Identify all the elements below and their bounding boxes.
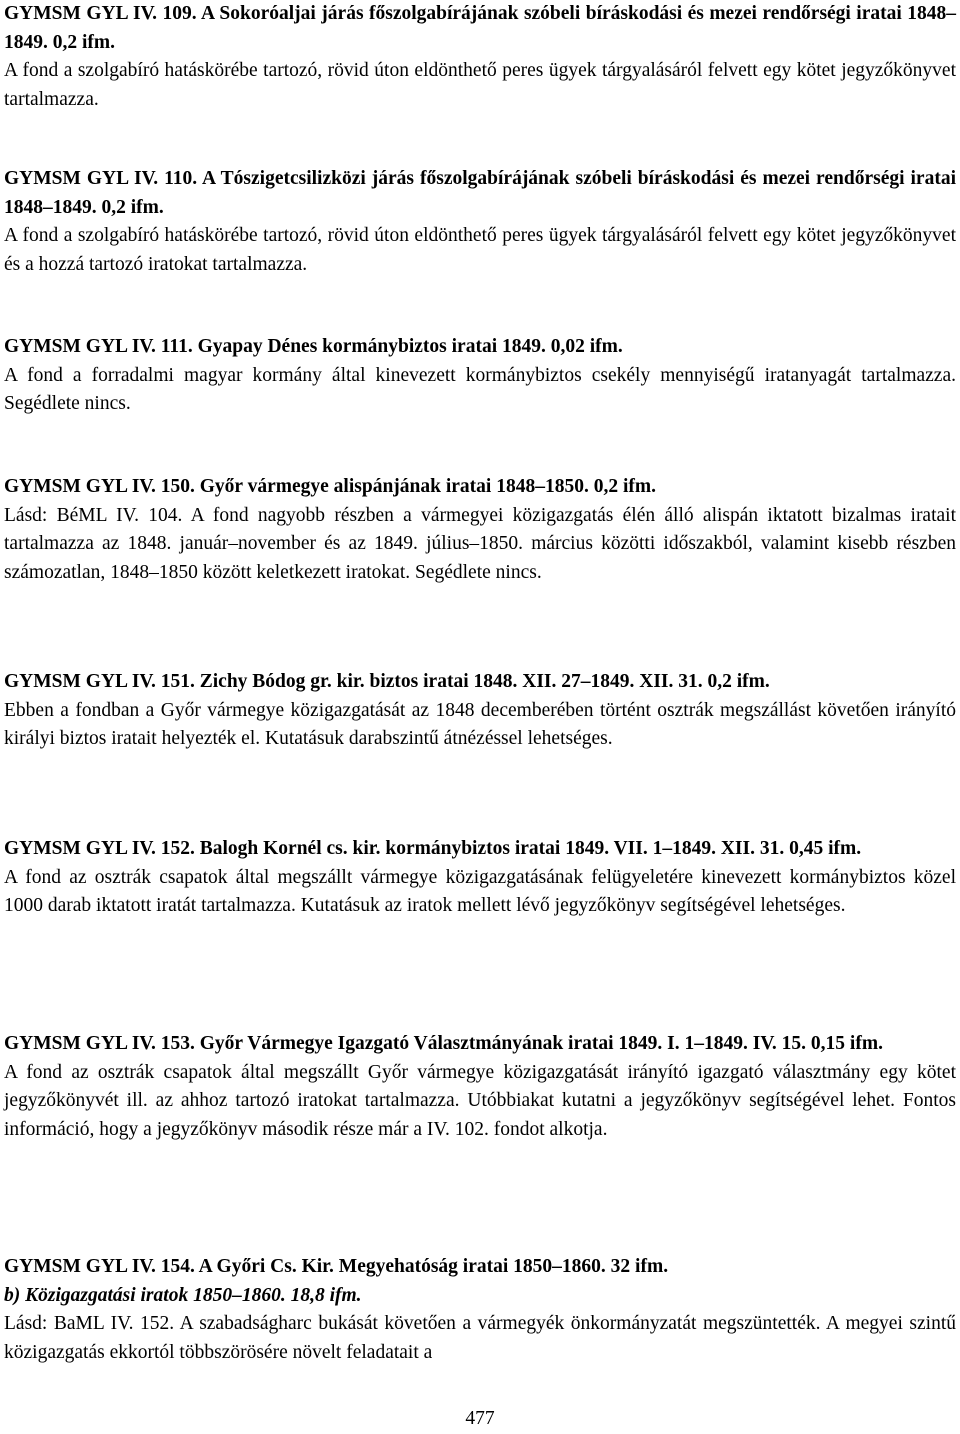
fond-entry-153 xyxy=(4,1030,956,1144)
fond-entry-111 xyxy=(4,333,956,419)
fond-heading: GYMSM GYL IV. 151. Zichy Bódog gr. kir. biztos iratai 1848. XII. 27–1849. XII. 31. 0,2 ifm. xyxy=(4,671,770,692)
fond-description: A fond a szolgabíró hatáskörébe tartozó, rövid úton eldönthető peres ügyek tárgyalásáról felvett egy kötet jegyzőkönyvet és a hozzá tartozó iratokat tartalmazza. xyxy=(4,225,956,275)
fond-entry-110 xyxy=(4,165,956,279)
fond-description: A fond az osztrák csapatok által megszállt Győr vármegye közigazgatását irányító igazgató választmány egy kötet jegyzőkönyvét ill. az ahhoz tartozó iratokat tartalmazza. Utóbbiakat kutatni a jegyzőkönyv segítségével lehet. Fontos információ, hogy a jegyzőkönyv második része már a IV. 102. fondot alkotja. xyxy=(4,1061,956,1140)
fond-heading: GYMSM GYL IV. 154. A Győri Cs. Kir. Megyehatóság iratai 1850–1860. 32 ifm. xyxy=(4,1256,669,1277)
fond-heading: GYMSM GYL IV. 111. Gyapay Dénes kormánybiztos iratai 1849. 0,02 ifm. xyxy=(4,336,623,357)
fond-entry-109 xyxy=(4,0,956,114)
fond-description: A fond a forradalmi magyar kormány által kinevezett kormánybiztos csekély mennyiségű iratanyagát tartalmazza. Segédlete nincs. xyxy=(4,364,956,414)
fond-description: Lásd: BaML IV. 152. A szabadságharc bukását követően a vármegyék önkormányzatát megszüntették. A megyei szintű közigazgatás ekkortól többszörösére növelt feladatait a xyxy=(4,1313,956,1363)
fond-entry-151 xyxy=(4,668,956,754)
page-number: 477 xyxy=(465,1408,495,1429)
fond-entry-150 xyxy=(4,473,956,587)
fond-description: Ebben a fondban a Győr vármegye közigazgatását az 1848 decemberében történt osztrák megszállást követően irányító királyi biztos iratait helyezték el. Kutatásuk darabszintű átnézéssel lehetséges. xyxy=(4,699,956,749)
fond-description: A fond a szolgabíró hatáskörébe tartozó, rövid úton eldönthető peres ügyek tárgyalásáról felvett egy kötet jegyzőkönyvet tartalmazza. xyxy=(4,60,956,110)
fond-subheading: b) Közigazgatási iratok 1850–1860. 18,8 ifm. xyxy=(4,1284,362,1306)
fond-heading: GYMSM GYL IV. 150. Győr vármegye alispánjának iratai 1848–1850. 0,2 ifm. xyxy=(4,476,656,497)
fond-entry-152 xyxy=(4,835,956,921)
fond-heading: GYMSM GYL IV. 109. A Sokoróaljai járás főszolgabírájának szóbeli bíráskodási és mezei rendőrségi iratai 1848–1849. 0,2 ifm. xyxy=(4,3,956,53)
fond-description: A fond az osztrák csapatok által megszállt vármegye közigazgatásának felügyeletére kinevezett kormánybiztos közel 1000 darab iktatott iratát tartalmazza. Kutatásuk az iratok mellett lévő jegyzőkönyv segítségével lehetséges. xyxy=(4,866,956,916)
fond-heading: GYMSM GYL IV. 152. Balogh Kornél cs. kir. kormánybiztos iratai 1849. VII. 1–1849. XII. 31. 0,45 ifm. xyxy=(4,838,862,859)
fond-entry-154 xyxy=(4,1253,956,1367)
fond-description: Lásd: BéML IV. 104. A fond nagyobb részben a vármegyei közigazgatás élén álló alispán iktatott bizalmas iratait tartalmazza az 1848. január–november és az 1849. július–1850. március közötti időszakból, valamint kisebb részben számozatlan, 1848–1850 között keletkezett iratokat. Segédlete nincs. xyxy=(4,504,956,583)
fond-heading: GYMSM GYL IV. 110. A Tószigetcsilizközi járás főszolgabírájának szóbeli bíráskodási és mezei rendőrségi iratai 1848–1849. 0,2 ifm. xyxy=(4,168,956,218)
fond-heading: GYMSM GYL IV. 153. Győr Vármegye Igazgató Választmányának iratai 1849. I. 1–1849. IV. 15. 0,15 ifm. xyxy=(4,1033,883,1054)
